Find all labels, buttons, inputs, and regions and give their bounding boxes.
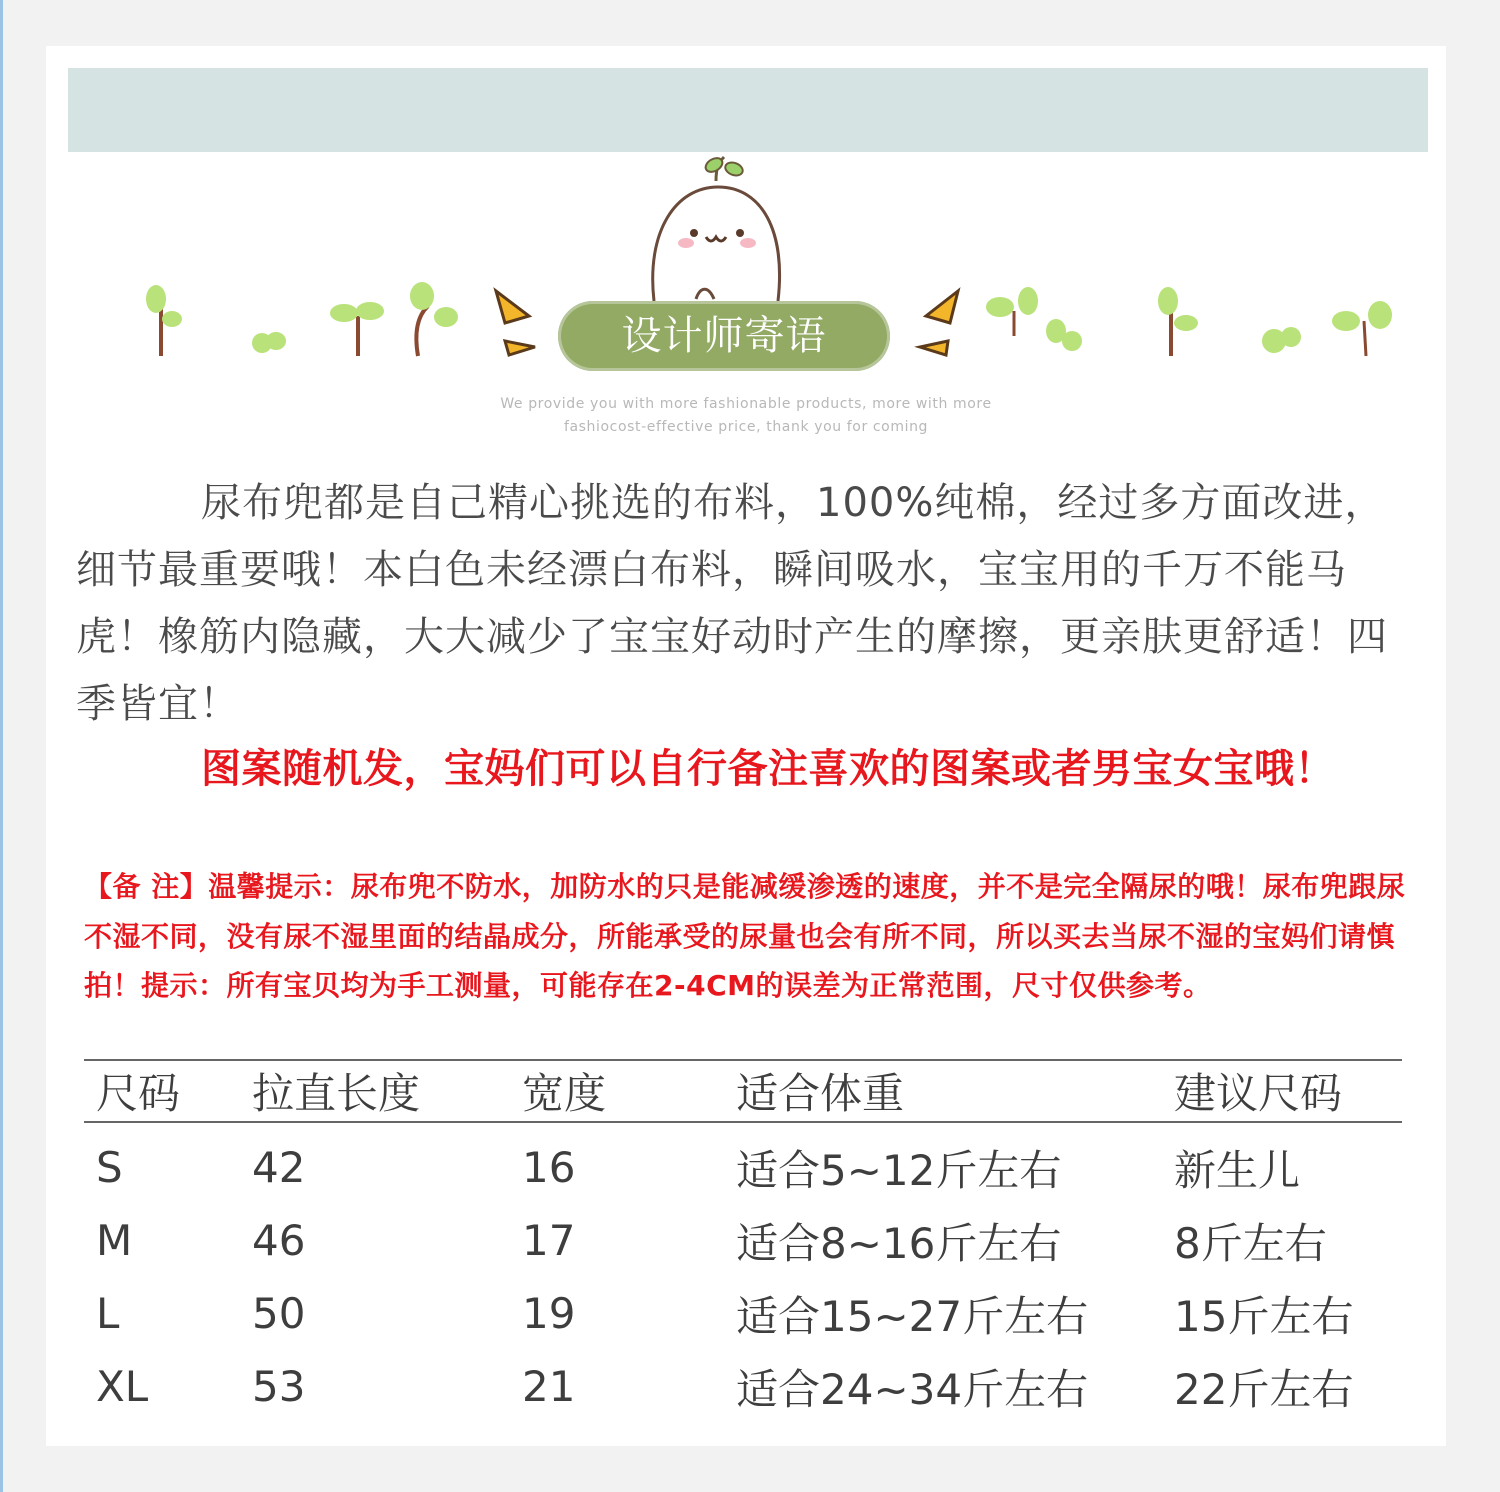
cell-size: S: [96, 1143, 123, 1192]
cell-recommended: 8斤左右: [1174, 1218, 1327, 1268]
cell-length: 42: [252, 1143, 306, 1192]
cell-weight: 适合15~27斤左右: [736, 1291, 1089, 1341]
cell-weight: 适合5~12斤左右: [736, 1145, 1062, 1195]
pattern-random-note: 图案随机发，宝妈们可以自行备注喜欢的图案或者男宝女宝哦！: [201, 746, 1335, 792]
spark-left-icon: [491, 281, 551, 366]
intro-paragraph: 尿布兜都是自己精心挑选的布料，100%纯棉，经过多方面改进，细节最重要哦！本白色未经漂白布料，瞬间吸水，宝宝用的千万不能马虎！橡筋内隐藏，大大减少了宝宝好动时产生的摩擦，更亲肤更舒适！四季皆宜！: [76, 480, 1388, 727]
table-row: [84, 1277, 1402, 1350]
cell-recommended: 15斤左右: [1174, 1291, 1354, 1341]
cell-width: 16: [522, 1143, 576, 1192]
header-width: 宽度: [510, 1060, 724, 1122]
cell-weight: 适合8~16斤左右: [736, 1218, 1062, 1268]
table-row: [84, 1350, 1402, 1423]
size-table: [84, 1059, 1402, 1423]
remark-paragraph: 【备 注】温馨提示：尿布兜不防水，加防水的只是能减缓渗透的速度，并不是完全隔尿的哦！尿布兜跟尿不湿不同，没有尿不湿里面的结晶成分，所能承受的尿量也会有所不同，所以买去当尿不湿的宝妈们请慎拍！提示：所有宝贝均为手工测量，可能存在2-4CM的误差为正常范围，尺寸仅供参考。: [84, 870, 1406, 1002]
header-size: 尺码: [84, 1060, 240, 1122]
size-table-header-row: [84, 1060, 1402, 1122]
header-stretched-length: 拉直长度: [240, 1060, 510, 1122]
cell-width: 17: [522, 1216, 576, 1265]
table-row: [84, 1122, 1402, 1204]
cell-recommended: 22斤左右: [1174, 1364, 1354, 1414]
cell-length: 53: [252, 1362, 306, 1411]
top-color-band: [68, 68, 1428, 152]
tagline-line-1: We provide you with more fashionable products, more with more: [500, 396, 992, 412]
cell-width: 21: [522, 1362, 576, 1411]
cell-size: XL: [96, 1362, 149, 1411]
tagline-line-2: fashiocost-effective price, thank you for coming: [563, 419, 929, 435]
cell-recommended: 新生儿: [1174, 1145, 1301, 1195]
cell-length: 50: [252, 1289, 306, 1338]
cell-width: 19: [522, 1289, 576, 1338]
tagline: [416, 393, 1076, 439]
header-suitable-weight: 适合体重: [724, 1060, 1162, 1122]
cell-weight: 适合24~34斤左右: [736, 1364, 1089, 1414]
header-recommended-size: 建议尺码: [1162, 1060, 1402, 1122]
left-edge-line: [0, 0, 3, 1492]
designer-message-title: 设计师寄语: [558, 301, 890, 371]
mascot-dumpling-icon: [636, 151, 796, 311]
cell-size: M: [96, 1216, 133, 1265]
cell-length: 46: [252, 1216, 306, 1265]
table-row: [84, 1204, 1402, 1277]
sprouts-decoration-right-icon: [896, 271, 1406, 361]
cell-size: L: [96, 1289, 120, 1338]
product-detail-card: [46, 46, 1446, 1446]
